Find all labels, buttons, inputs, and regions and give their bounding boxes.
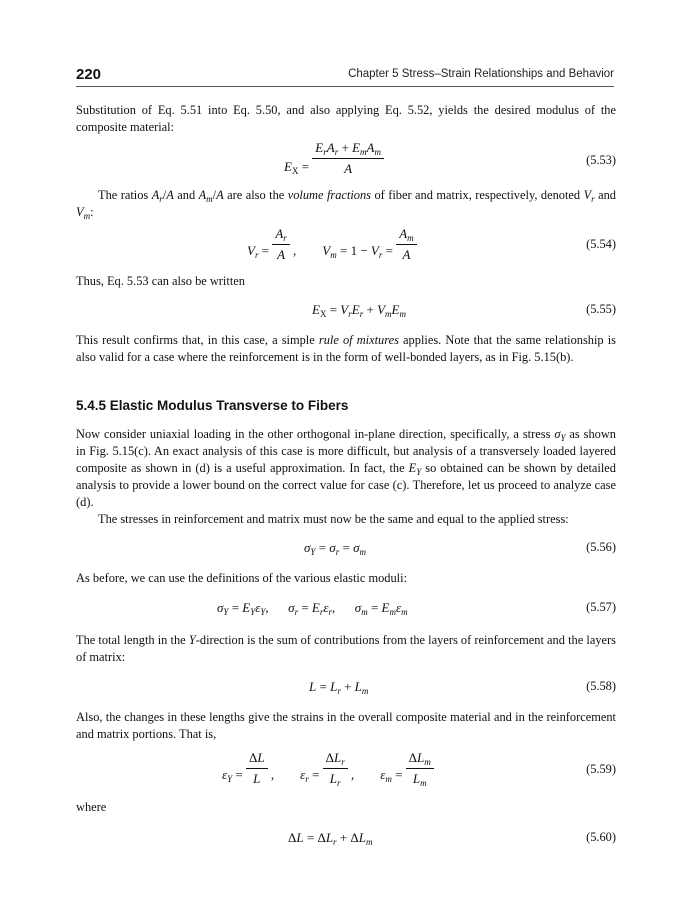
- paragraph-rule-of-mixtures: This result confirms that, in this case, a simple rule of mixtures applies. Note that the same relationship is also valid for a case where the reinforcement is in the form of well-bonded layers, as in Fig. 5.15(b).: [76, 333, 617, 364]
- paragraph-volume-fractions: The ratios $A_r/A$ and $A_m/A$ are also the volume fractions of fiber and matrix, respectively, denoted $V_r$ and $V_m$:: [76, 188, 616, 221]
- equation-number: (5.59): [586, 762, 616, 776]
- equation-number: (5.56): [586, 540, 616, 554]
- section-heading: 5.4.5 Elastic Modulus Transverse to Fibers: [76, 398, 349, 413]
- paragraph-thus: Thus, Eq. 5.53 can also be written: [76, 274, 245, 288]
- paragraph-where: where: [76, 800, 107, 814]
- equation-5-60: $\Delta L = \Delta L_r + \Delta L_m$ (5.60): [288, 830, 616, 847]
- chapter-title: Chapter 5 Stress–Strain Relationships and Behavior: [348, 68, 614, 80]
- equation-5-57: $\sigma_Y = E_Y\varepsilon_Y$, $\sigma_r = E_r\varepsilon_r$, $\sigma_m = E_m\varepsilon_m$ (5.57): [217, 600, 616, 617]
- paragraph-strains: Also, the changes in these lengths give the strains in the overall composite material and in the reinforcement and matrix portions. That is,: [76, 710, 616, 741]
- paragraph-total-length: The total length in the Y-direction is the sum of contributions from the layers of reinforcement and the layers of matrix:: [76, 633, 616, 664]
- equation-number: (5.57): [586, 600, 616, 614]
- paragraph-stresses-equal: The stresses in reinforcement and matrix must now be the same and equal to the applied stress:: [98, 512, 569, 526]
- page-number: 220: [76, 66, 102, 83]
- equation-5-56: $\sigma_Y = \sigma_r = \sigma_m$ (5.56): [304, 540, 616, 557]
- equation-number: (5.53): [586, 153, 616, 167]
- paragraph-substitution: Substitution of Eq. 5.51 into Eq. 5.50, and also applying Eq. 5.52, yields the desired modulus of the composite material:: [76, 103, 616, 134]
- equation-5-55: $E_X = V_rE_r + V_mE_m$ (5.55): [312, 302, 616, 319]
- paragraph-elastic-moduli: As before, we can use the definitions of the various elastic moduli:: [76, 571, 408, 585]
- equation-5-58: $L = L_r + L_m$ (5.58): [309, 679, 616, 696]
- equation-5-54: $V_r$ = $\frac{A_r}{A}$ , $V_m = 1 - V_r$ = $\frac{A_m}{A}$ (5.54): [247, 226, 616, 262]
- header-rule: [76, 86, 614, 87]
- paragraph-transverse-loading: Now consider uniaxial loading in the other orthogonal in-plane direction, specifically, a stress $\sigma_Y$ as shown in Fig. 5.15(c). An exact analysis of this case is more difficult, but analysis of a transversely loaded layered composite as shown in (d) is a useful approximation. In fact, the $E_Y$ so obtained can be shown by detailed analysis to provide a lower bound on the correct value for case (c). Therefore, let us proceed to analyze case (d).: [76, 427, 617, 509]
- equation-number: (5.55): [586, 302, 616, 316]
- running-header: [76, 66, 614, 88]
- equation-5-53: $E_X$ = $\frac{E_rA_r + E_mA_m}{A}$ (5.53): [284, 140, 616, 177]
- equation-number: (5.60): [586, 830, 616, 844]
- equation-number: (5.54): [586, 237, 616, 251]
- equation-number: (5.58): [586, 679, 616, 693]
- equation-5-59: $\varepsilon_Y$ = $\frac{\Delta L}{L}$ , $\varepsilon_r$ = $\frac{\Delta L_r}{L_r}$ , $\varepsilon_m$ = $\frac{\Delta L_m}{L_m}$ (5.59): [222, 750, 616, 788]
